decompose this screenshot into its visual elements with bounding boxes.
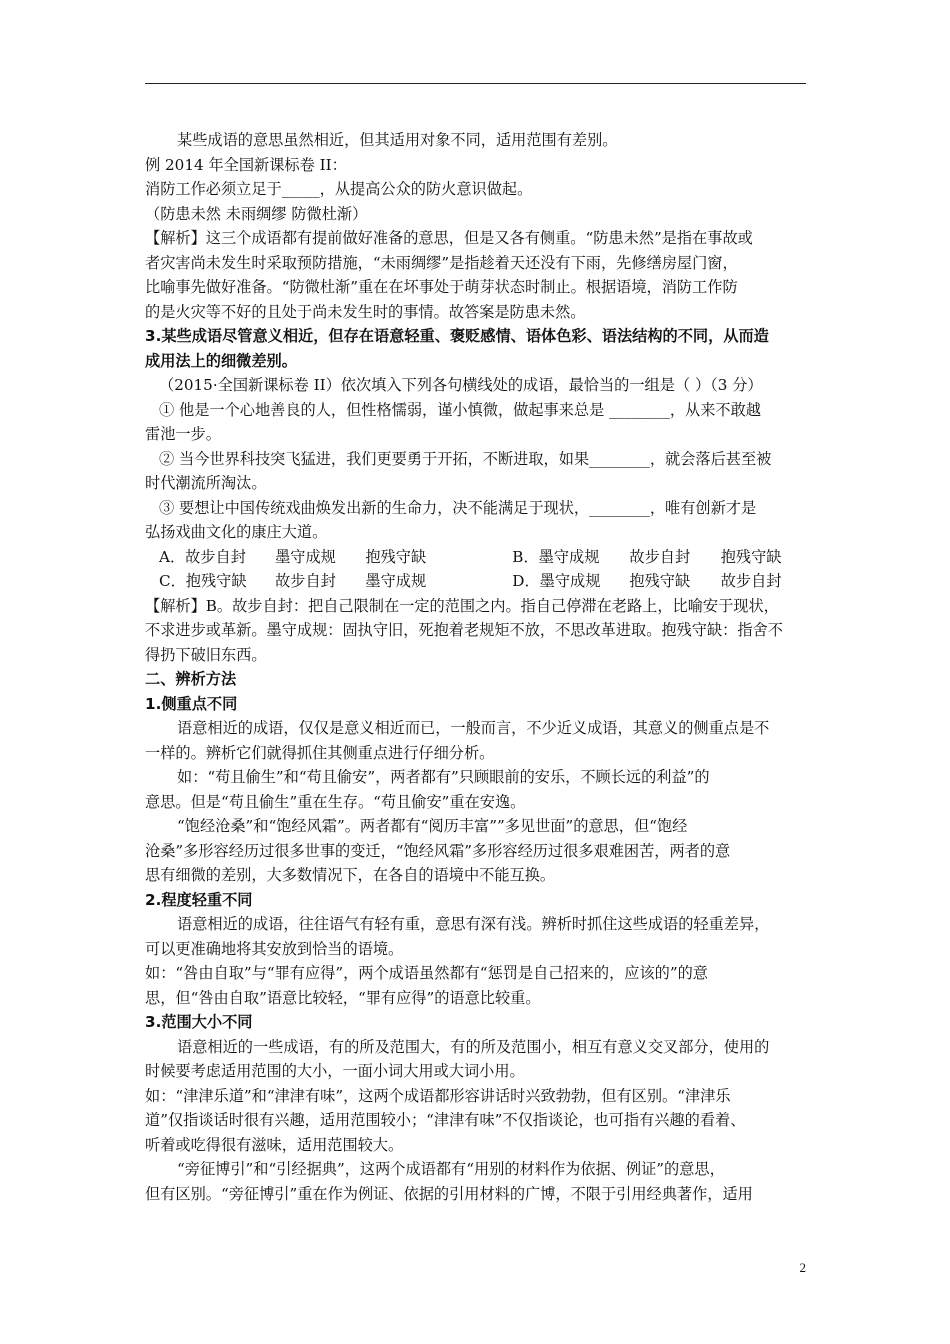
body-text	[145, 128, 810, 1206]
text-line: 可以更准确地将其安放到恰当的语境。	[145, 939, 404, 958]
text-line: （2015·全国新课标卷 II）依次填入下列各句横线处的成语，最恰当的一组是（ ）（3 分）	[159, 376, 763, 394]
text-line: 一样的。辨析它们就得抓住其侧重点进行仔细分析。	[145, 743, 495, 762]
text-line: ① 他是一个心地善良的人，但性格懦弱，谨小慎微，做起事来总是 ________，从来不敢越	[159, 400, 761, 419]
text-line: 得扔下破旧东西。	[145, 645, 267, 664]
option-item: 故步自封	[629, 547, 691, 566]
text-line: 【解析】这三个成语都有提前做好准备的意思，但是又各有侧重。“防患未然”是指在事故或	[145, 229, 753, 247]
text-line: 语意相近的一些成语，有的所及范围大，有的所及范围小，相互有意义交叉部分，使用的	[177, 1037, 770, 1056]
text-line: 语意相近的成语，仅仅是意义相近而已，一般而言，不少近义成语，其意义的侧重点是不	[177, 719, 770, 737]
text-line: 如：“津津乐道”和“津津有味”，这两个成语都形容讲话时兴致勃勃，但有区别。“津津乐	[145, 1086, 731, 1105]
text-line: ② 当今世界科技突飞猛进，我们更要勇于开拓，不断进取，如果________，就会落后甚至被	[159, 449, 772, 468]
option-item: A．故步自封	[159, 547, 246, 566]
options-block	[145, 545, 810, 594]
text-line: 【解析】B。故步自封：把自己限制在一定的范围之内。指自己停滞在老路上，比喻安于现状，	[145, 596, 779, 615]
text-line: “饱经沧桑”和“饱经风霜”。两者都有“阅历丰富””多见世面”的意思，但“饱经	[177, 817, 688, 835]
bold-text-line: 成用法上的细微差别。	[145, 351, 297, 370]
option-item: 墨守成规	[275, 547, 336, 566]
text-line: 者灾害尚未发生时采取预防措施，“未雨绸缪”是指趁着天还没有下雨，先修缮房屋门窗，	[145, 253, 738, 272]
option-row	[145, 569, 810, 594]
text-line: 消防工作必须立足于_____，从提高公众的防火意识做起。	[145, 180, 533, 198]
option-item: D．墨守成规	[512, 572, 601, 590]
text-line: 思有细微的差别，大多数情况下，在各自的语境中不能互换。	[145, 866, 556, 884]
option-item: B．墨守成规	[512, 547, 600, 566]
text-line: （防患未然 未雨绸缪 防微杜渐）	[145, 204, 368, 223]
text-line: ③ 要想让中国传统戏曲焕发出新的生命力，决不能满足于现状，________，唯有创新才是	[159, 498, 757, 517]
text-line: 如：“苟且偷生”和“苟且偷安”，两者都有”只顾眼前的安乐，不顾长远的利益”的	[177, 768, 710, 786]
text-line: 比喻事先做好准备。“防微杜渐”重在在坏事处于萌芽状态时制止。根据语境，消防工作防	[145, 278, 738, 296]
bold-text-line: 2.程度轻重不同	[145, 890, 253, 909]
text-line: 但有区别。“旁征博引”重在作为例证、依据的引用材料的广博，不限于引用经典著作，适用	[145, 1184, 753, 1203]
option-item: 故步自封	[275, 572, 336, 590]
text-line: 沧桑”多形容经历过很多世事的变迁，“饱经风霜”多形容经历过很多艰难困苦，两者的意	[145, 841, 731, 860]
bold-text-line: 3.某些成语尽管意义相近，但存在语意轻重、褒贬感情、语体色彩、语法结构的不同，从而造	[145, 327, 769, 345]
text-line: 的是火灾等不好的且处于尚未发生时的事情。故答案是防患未然。	[145, 302, 586, 321]
option-item: 抱残守缺	[629, 572, 691, 590]
text-line: 道”仅指谈话时很有兴趣，适用范围较小；“津津有味”不仅指谈论，也可指有兴趣的看着、	[145, 1111, 746, 1129]
option-item: 墨守成规	[365, 572, 427, 590]
text-line: 例 2014 年全国新课标卷 II：	[145, 155, 347, 174]
bold-text-line: 二、辨析方法	[145, 670, 237, 688]
option-row	[145, 545, 810, 570]
text-block-top	[145, 128, 810, 545]
option-item: 抱残守缺	[720, 547, 782, 566]
text-line: 不求进步或革新。墨守成规：固执守旧，死抱着老规矩不放，不思改革进取。抱残守缺：指舍不	[145, 621, 783, 639]
text-line: 听着或吃得很有滋味，适用范围较大。	[145, 1135, 404, 1154]
text-line: 某些成语的意思虽然相近，但其适用对象不同，适用范围有差别。	[177, 131, 618, 149]
text-line: 语意相近的成语，往往语气有轻有重，意思有深有浅。辨析时抓住这些成语的轻重差异，	[177, 915, 770, 933]
text-line: 意思。但是“苟且偷生”重在生存。“苟且偷安”重在安逸。	[145, 792, 526, 811]
option-item: C．抱残守缺	[159, 572, 247, 590]
bold-text-line: 3.范围大小不同	[145, 1013, 253, 1031]
text-line: “旁征博引”和“引经据典”，这两个成语都有“用别的材料作为依据、例证”的意思，	[177, 1160, 725, 1178]
text-line: 时代潮流所淘汰。	[145, 474, 267, 492]
text-line: 如：“咎由自取”与“罪有应得”，两个成语虽然都有“惩罚是自己招来的，应该的”的意	[145, 964, 708, 982]
bold-text-line: 1.侧重点不同	[145, 694, 238, 713]
text-line: 雷池一步。	[145, 425, 221, 443]
page-number: 2	[799, 1260, 806, 1275]
option-item: 故步自封	[720, 572, 782, 590]
text-block-bottom	[145, 594, 810, 1207]
option-item: 抱残守缺	[365, 547, 427, 566]
text-line: 时候要考虑适用范围的大小，一面小词大用或大词小用。	[145, 1062, 525, 1080]
header-rule	[145, 83, 806, 84]
text-line: 思，但“咎由自取”语意比较轻，“罪有应得”的语意比较重。	[145, 988, 541, 1007]
text-line: 弘扬戏曲文化的康庄大道。	[145, 523, 328, 541]
